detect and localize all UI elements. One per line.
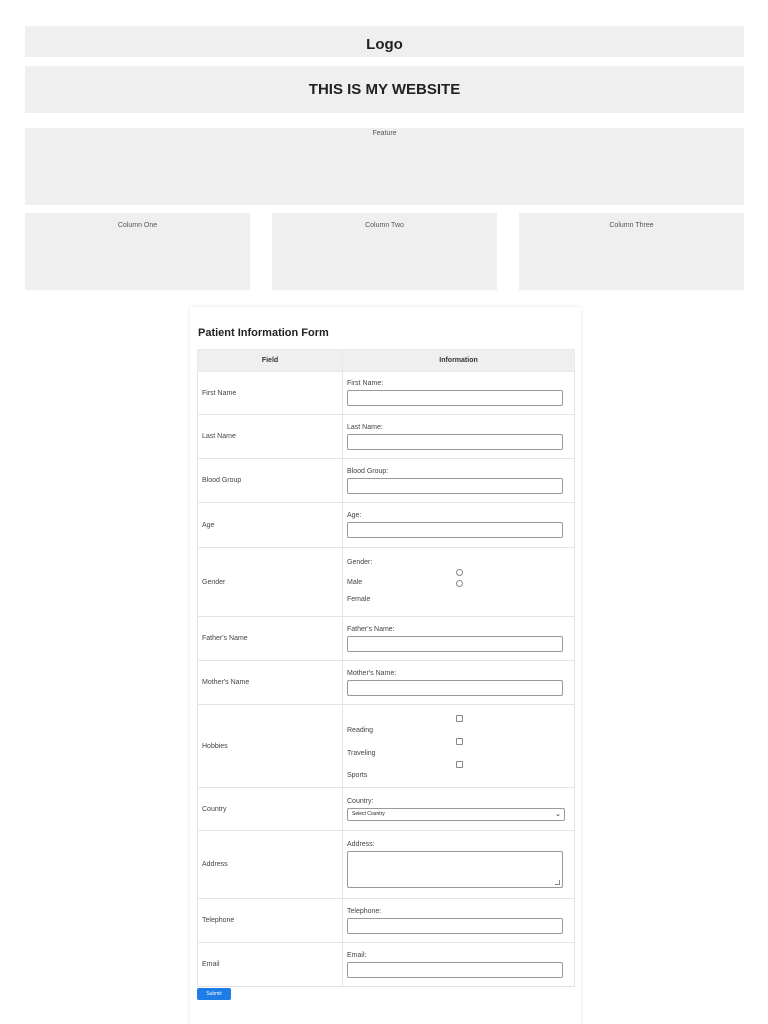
form-title: Patient Information Form [198,327,329,339]
address-label: Address: [347,841,375,848]
field-label: Email [198,943,343,987]
table-row-first-name [198,372,575,415]
mother-name-label: Mother's Name: [347,669,397,677]
hobby-reading-label: Reading [347,727,374,734]
gender-male-row [347,571,570,594]
field-label: Blood Group [198,459,343,503]
information-column-header: Information [343,350,575,372]
table-row-country [198,788,575,831]
field-label: Address [198,831,343,899]
column-one [25,213,250,290]
country-label: Country: [347,797,374,805]
table-row-mother-name [198,661,575,705]
first-name-label: First Name: [347,380,384,387]
checkbox-sports[interactable] [456,761,463,768]
hobby-top-row [347,711,570,723]
country-selected-value: Select Country [352,810,385,817]
table-row-telephone [198,899,575,943]
info-cell [343,788,575,831]
info-cell [343,548,575,617]
checkbox-traveling[interactable] [456,738,463,745]
table-header-row [198,350,575,372]
field-label: Hobbies [198,705,343,788]
hobby-reading-row [347,723,570,746]
telephone-label: Telephone: [347,907,382,915]
father-name-input[interactable] [347,636,563,652]
column-two [272,213,497,290]
table-row-address [198,831,575,899]
info-cell [343,415,575,459]
column-one-label: Column One [117,222,158,229]
info-cell [343,831,575,899]
hobby-sports-row [347,769,570,781]
table-row-last-name [198,415,575,459]
patient-form [190,307,581,1024]
info-cell [343,459,575,503]
checkbox-reading[interactable] [456,715,463,722]
gender-female-label: Female [347,595,371,603]
submit-button[interactable]: Submit [197,988,231,1000]
table-row-father-name [198,617,575,661]
info-cell [343,899,575,943]
field-column-header: Field [198,350,343,372]
gender-label-row [347,559,570,571]
table-row-hobbies [198,705,575,788]
field-label: Father's Name [198,617,343,661]
site-logo: Logo [25,33,744,57]
email-input[interactable] [347,962,563,978]
hobby-traveling-label: Traveling [347,750,376,757]
field-label: First Name [198,372,343,415]
info-cell [343,705,575,788]
gender-male-label: Male [347,578,363,586]
field-label: Age [198,503,343,548]
first-name-input[interactable] [347,390,563,406]
age-input[interactable] [347,522,563,538]
hobby-traveling-row [347,746,570,769]
info-cell [343,372,575,415]
field-label: Last Name [198,415,343,459]
last-name-input[interactable] [347,434,563,450]
radio-female[interactable] [456,580,463,587]
age-label: Age: [347,512,362,519]
column-two-label: Column Two [365,222,404,229]
table-row-blood-group [198,459,575,503]
blood-group-label: Blood Group: [347,467,389,475]
last-name-label: Last Name: [347,423,383,431]
gender-label: Gender: [347,558,373,566]
mother-name-input[interactable] [347,680,563,696]
address-textarea[interactable] [347,851,563,888]
table-row-age [198,503,575,548]
field-label: Telephone [198,899,343,943]
form-table [197,349,575,987]
table-row-gender [198,548,575,617]
field-label: Mother's Name [198,661,343,705]
info-cell [343,943,575,987]
info-cell [343,661,575,705]
feature-label: Feature [372,130,397,137]
country-select[interactable] [347,808,565,821]
feature-section [25,128,744,205]
logo-bar-top [25,26,744,33]
chevron-down-icon: ⌄ [555,810,561,818]
table-row-email [198,943,575,987]
info-cell [343,617,575,661]
info-cell [343,503,575,548]
field-label: Country [198,788,343,831]
column-three [519,213,744,290]
hobby-sports-label: Sports [347,772,368,779]
telephone-input[interactable] [347,918,563,934]
father-name-label: Father's Name: [347,625,395,633]
email-label: Email: [347,951,367,959]
site-header: THIS IS MY WEBSITE [25,66,744,113]
gender-female-row [347,594,570,606]
field-label: Gender [198,548,343,617]
column-three-label: Column Three [609,222,654,229]
blood-group-input[interactable] [347,478,563,494]
